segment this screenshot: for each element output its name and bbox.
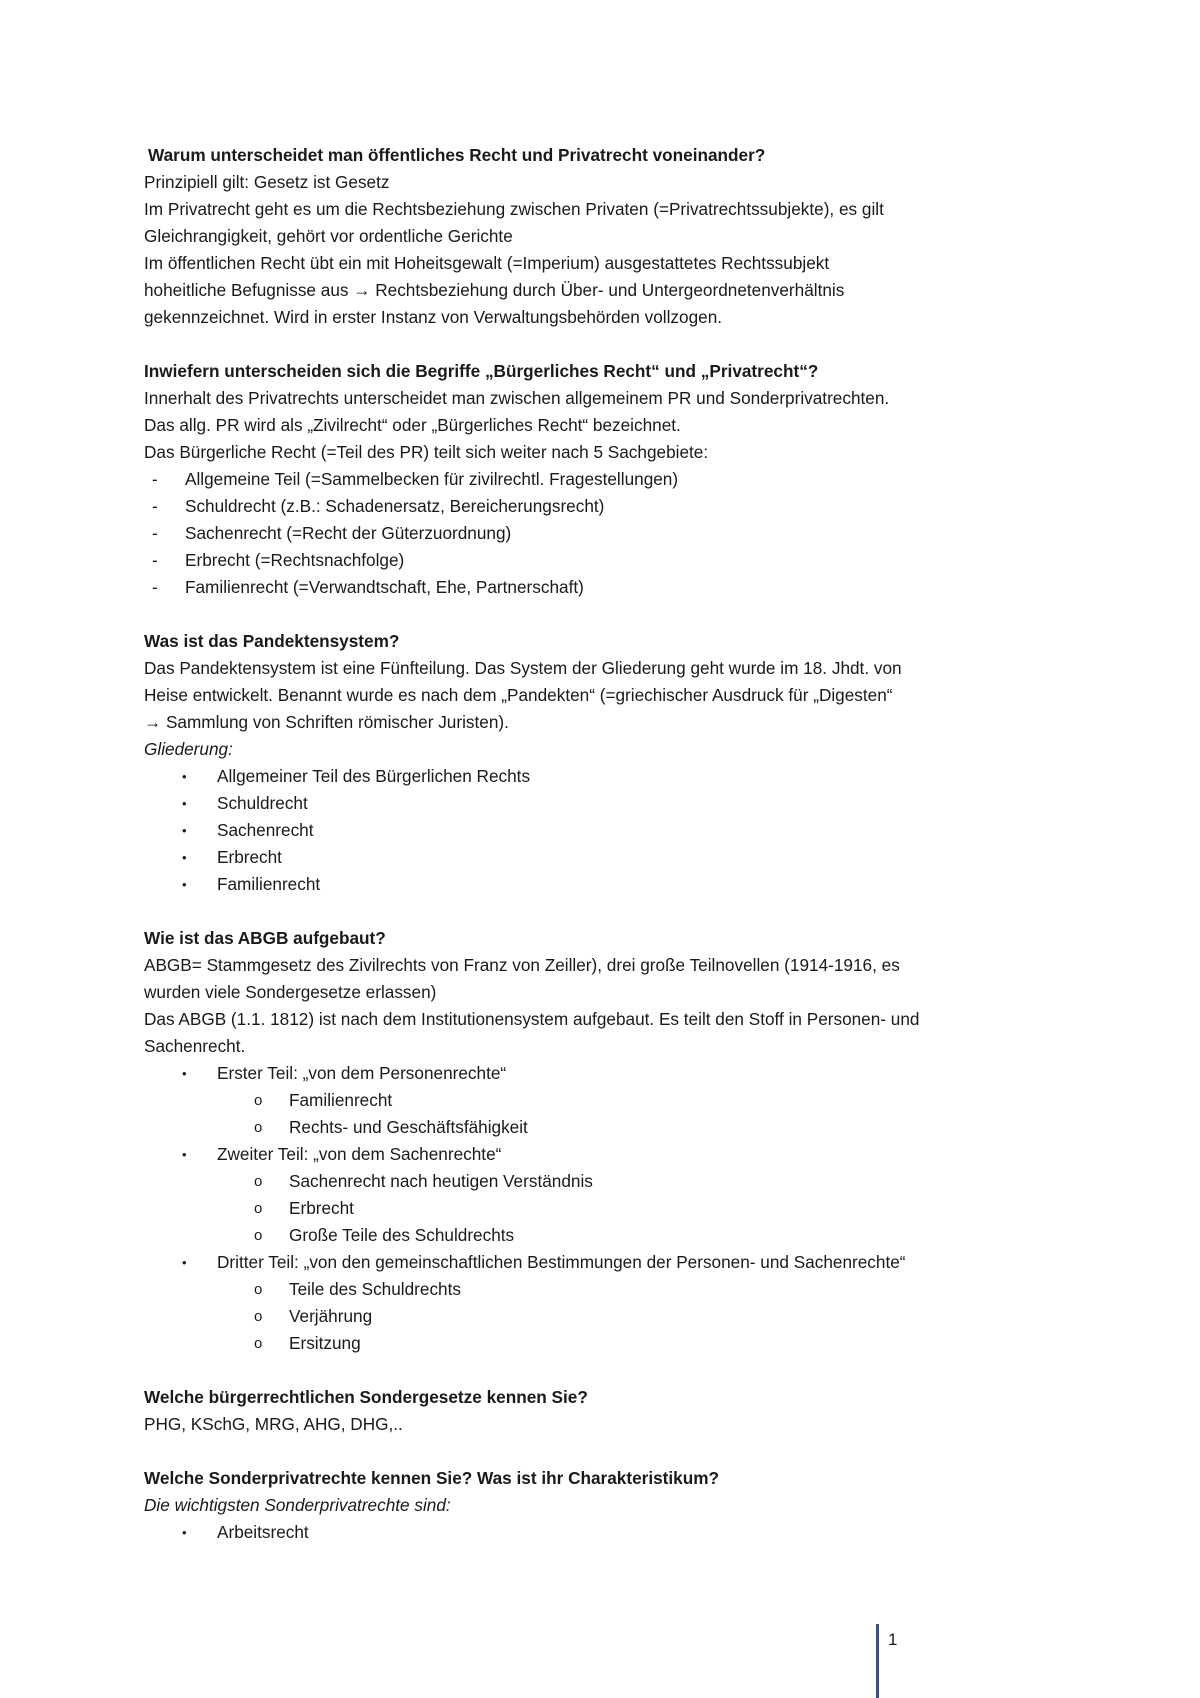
circle-marker: o [254,1200,263,1217]
list-item [144,493,1064,520]
circle-marker: o [254,1227,263,1244]
dash-marker: - [152,523,158,543]
document-page [144,142,1064,1546]
list-item-text: Familienrecht [217,874,321,894]
paragraph-line: Das allg. PR wird als „Zivilrecht“ oder „Bürgerliches Recht“ bezeichnet. [144,415,681,435]
sub-list-item [144,1168,1064,1195]
list-item-text: Erbrecht [217,847,282,867]
list-item [144,1060,1064,1087]
list-item [144,790,1064,817]
list-item [144,547,1064,574]
bullet-marker: • [182,850,187,865]
paragraph-line: gekennzeichnet. Wird in erster Instanz von Verwaltungsbehörden vollzogen. [144,307,723,327]
sub-list-item-text: Rechts- und Geschäftsfähigkeit [289,1117,528,1137]
paragraph-line: Heise entwickelt. Benannt wurde es nach dem „Pandekten“ (=griechischer Ausdruck für „Digesten“ [144,685,893,705]
sub-list-item-text: Verjährung [289,1306,373,1326]
sub-list-item [144,1276,1064,1303]
bullet-marker: • [182,1525,187,1540]
paragraph-line: Das ABGB (1.1. 1812) ist nach dem Institutionensystem aufgebaut. Es teilt den Stoff in Personen- und [144,1009,920,1029]
list-item [144,844,1064,871]
paragraph-line: Innerhalt des Privatrechts unterscheidet man zwischen allgemeinem PR und Sonderprivatrechten. [144,388,890,408]
list-item-text: Dritter Teil: „von den gemeinschaftlichen Bestimmungen der Personen- und Sachenrechte“ [217,1252,906,1272]
page-number: 1 [888,1630,898,1649]
sub-list-item [144,1222,1064,1249]
circle-marker: o [254,1119,263,1136]
paragraph-line: → Sammlung von Schriften römischer Juristen). [144,712,509,732]
sub-list-item [144,1087,1064,1114]
paragraph-line: wurden viele Sondergesetze erlassen) [144,982,437,1002]
paragraph-line: Das Pandektensystem ist eine Fünfteilung. Das System der Gliederung geht wurde im 18. Jhdt. von [144,658,902,678]
circle-marker: o [254,1092,263,1109]
dash-marker: - [152,496,158,516]
list-item [144,574,1064,601]
list-item-text: Erbrecht (=Rechtsnachfolge) [185,550,405,570]
sub-list-item-text: Teile des Schuldrechts [289,1279,461,1299]
section-heading: Wie ist das ABGB aufgebaut? [144,928,386,948]
paragraph-line: hoheitliche Befugnisse aus → Rechtsbeziehung durch Über- und Untergeordnetenverhältnis [144,280,845,300]
list-item [144,1249,1064,1276]
list-item-text: Allgemeiner Teil des Bürgerlichen Rechts [217,766,531,786]
list-item [144,520,1064,547]
bullet-marker: • [182,769,187,784]
bullet-marker: • [182,823,187,838]
sub-list-item [144,1114,1064,1141]
bullet-marker: • [182,796,187,811]
bullet-marker: • [182,1255,187,1270]
section-heading: Was ist das Pandektensystem? [144,631,400,651]
list-item [144,763,1064,790]
page-number-bar [876,1624,879,1698]
circle-marker: o [254,1281,263,1298]
sub-list-item [144,1303,1064,1330]
paragraph-line: Im Privatrecht geht es um die Rechtsbeziehung zwischen Privaten (=Privatrechtssubjekte), es gilt [144,199,884,219]
italic-label: Gliederung: [144,739,233,759]
sub-list-item-text: Große Teile des Schuldrechts [289,1225,515,1245]
section-heading: Inwiefern unterscheiden sich die Begriffe „Bürgerliches Recht“ und „Privatrecht“? [144,361,819,381]
bullet-marker: • [182,1147,187,1162]
section-heading: Welche bürgerrechtlichen Sondergesetze kennen Sie? [144,1387,588,1407]
paragraph-line: Prinzipiell gilt: Gesetz ist Gesetz [144,172,390,192]
sub-list-item-text: Ersitzung [289,1333,361,1353]
list-item [144,871,1064,898]
bullet-marker: • [182,877,187,892]
circle-marker: o [254,1308,263,1325]
sub-list-item-text: Erbrecht [289,1198,354,1218]
sub-list-item [144,1330,1064,1357]
list-item-text: Erster Teil: „von dem Personenrechte“ [217,1063,507,1083]
paragraph-line: Das Bürgerliche Recht (=Teil des PR) teilt sich weiter nach 5 Sachgebiete: [144,442,709,462]
list-item [144,817,1064,844]
dash-marker: - [152,469,158,489]
list-item-text: Arbeitsrecht [217,1522,309,1542]
dash-marker: - [152,577,158,597]
list-item [144,1141,1064,1168]
list-item-text: Zweiter Teil: „von dem Sachenrechte“ [217,1144,502,1164]
paragraph-line: ABGB= Stammgesetz des Zivilrechts von Franz von Zeiller), drei große Teilnovellen (1914-1916, es [144,955,900,975]
paragraph-line: PHG, KSchG, MRG, AHG, DHG,.. [144,1414,403,1434]
list-item-text: Schuldrecht [217,793,308,813]
list-item-text: Allgemeine Teil (=Sammelbecken für zivilrechtl. Fragestellungen) [185,469,679,489]
list-item-text: Sachenrecht (=Recht der Güterzuordnung) [185,523,512,543]
list-item-text: Schuldrecht (z.B.: Schadenersatz, Bereicherungsrecht) [185,496,605,516]
circle-marker: o [254,1335,263,1352]
sub-list-item-text: Sachenrecht nach heutigen Verständnis [289,1171,593,1191]
sub-list-item-text: Familienrecht [289,1090,393,1110]
section-heading: Warum unterscheidet man öffentliches Recht und Privatrecht voneinander? [148,145,766,165]
list-item [144,466,1064,493]
paragraph-line: Gleichrangigkeit, gehört vor ordentliche Gerichte [144,226,513,246]
dash-marker: - [152,550,158,570]
bullet-marker: • [182,1066,187,1081]
paragraph-line: Im öffentlichen Recht übt ein mit Hoheitsgewalt (=Imperium) ausgestattetes Rechtssubjekt [144,253,830,273]
paragraph-line: Sachenrecht. [144,1036,246,1056]
list-item-text: Familienrecht (=Verwandtschaft, Ehe, Partnerschaft) [185,577,584,597]
section-heading: Welche Sonderprivatrechte kennen Sie? Was ist ihr Charakteristikum? [144,1468,720,1488]
list-item [144,1519,1064,1546]
list-item-text: Sachenrecht [217,820,314,840]
sub-list-item [144,1195,1064,1222]
circle-marker: o [254,1173,263,1190]
italic-label: Die wichtigsten Sonderprivatrechte sind: [144,1495,451,1515]
